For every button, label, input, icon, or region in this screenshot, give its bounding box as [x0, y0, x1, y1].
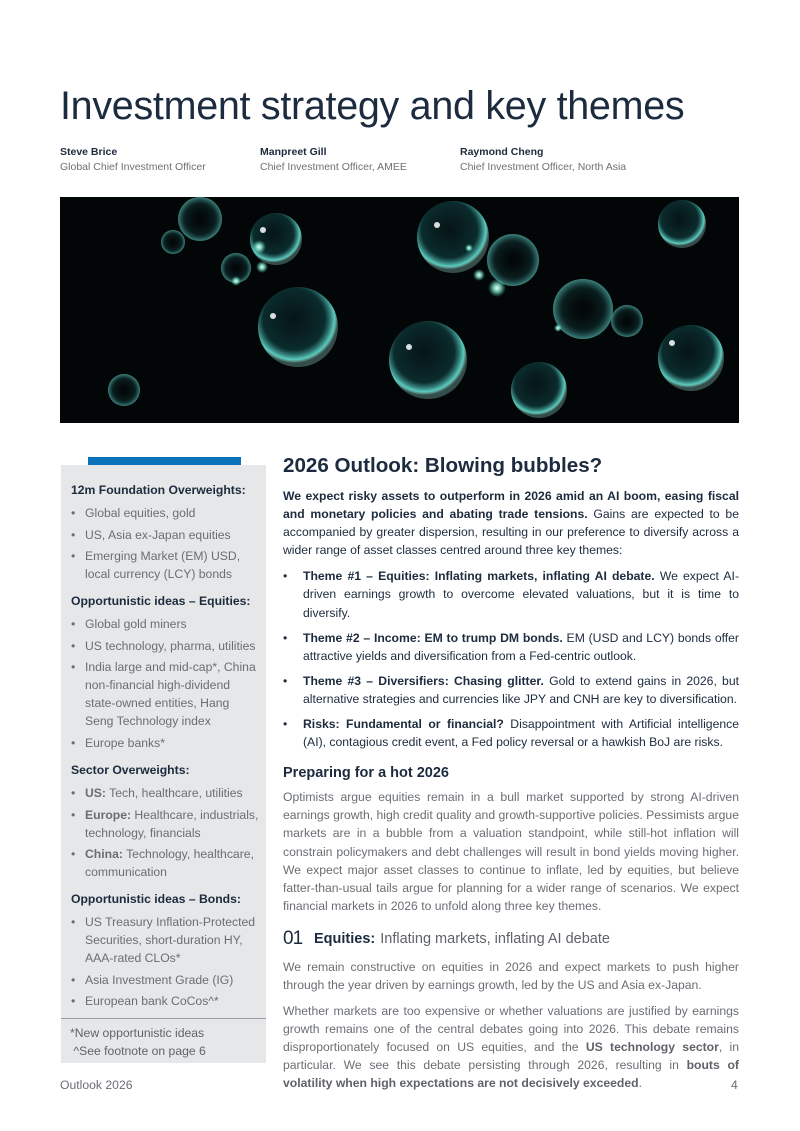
list-item: • US Treasury Inflation-Protected Securities, short-duration HY, AAA-rated CLOs* — [71, 913, 260, 967]
sidebar-heading: Opportunistic ideas – Bonds: — [71, 892, 241, 907]
region-label: Europe: — [85, 807, 132, 822]
theme-title: Theme #3 – Diversifiers: Chasing glitter. — [303, 673, 544, 688]
subheading: Preparing for a hot 2026 — [283, 765, 449, 782]
theme-item — [283, 715, 739, 751]
theme-title: Theme #2 – Income: EM to trump DM bonds. — [303, 630, 563, 645]
list-item: • Global equities, gold — [71, 504, 260, 522]
list-item: • Emerging Market (EM) USD, local currency (LCY) bonds — [71, 547, 260, 583]
theme-text: Disappointment with Artificial intelligence (AI), contagious credit event, a Fed policy reversal or a hawkish BoJ are risks. — [303, 717, 739, 750]
region-sectors: Tech, healthcare, utilities — [106, 785, 243, 800]
theme-text: We expect AI-driven earnings growth to overcome elevated valuations, but it is time to diversify. — [303, 569, 739, 620]
theme-item — [283, 672, 739, 708]
lead-paragraph — [283, 487, 739, 559]
author-name: Raymond Cheng — [460, 146, 544, 158]
author-manpreet-gill — [260, 145, 450, 174]
overweights-sidebar — [61, 465, 266, 1063]
list-item: • India large and mid-cap*, China non-financial high-dividend state-owned entities, Hang Seng Technology index — [71, 658, 260, 730]
list-item: • US technology, pharma, utilities — [71, 637, 260, 655]
sidebar-footnotes — [61, 1019, 266, 1060]
list-item: • Europe banks* — [71, 734, 260, 752]
author-steve-brice — [60, 145, 250, 174]
theme1-paragraph-1: We remain constructive on equities in 2026 and expect markets to push higher through the year driven by earnings growth, led by the US and Asia ex-Japan. — [283, 959, 739, 992]
theme-subtitle: Inflating markets, inflating AI debate — [380, 930, 610, 947]
region-label: US: — [85, 785, 106, 800]
theme-text: EM (USD and LCY) bonds offer attractive yields and diversification from a Fed-centric outlook. — [303, 630, 739, 663]
main-column — [283, 452, 739, 1093]
preparing-paragraph: Optimists argue equities remain in a bull market supported by strong AI-driven earnings growth, high credit quality and growth-supportive policies. Pessimists argue markets are in a bubble from a valuation standpoint, while still-hot inflation will constrain policymakers and debt challenges will result in bond yields moving higher. We expect major asset classes to continue to inflate, led by equities, but believe fatter-than-usual tails argue for planning for a wider range of scenarios. We expect financial markets in 2026 to unfold along three key themes. — [283, 790, 739, 913]
sector-overweights — [61, 762, 266, 881]
list-item: • Asia Investment Grade (IG) — [71, 971, 260, 989]
list-item — [71, 845, 260, 881]
text-run: . — [638, 1076, 642, 1091]
emphasis: bouts of volatility when high expectations are not decisively exceeded — [283, 1058, 739, 1091]
author-name: Steve Brice — [60, 146, 118, 158]
author-role: Chief Investment Officer, North Asia — [460, 161, 627, 173]
opportunistic-bonds — [61, 891, 266, 1010]
page-title: Investment strategy and key themes — [60, 84, 685, 128]
theme-label: Equities: — [314, 930, 376, 947]
theme-number: 01 — [283, 927, 303, 949]
page-number: 4 — [731, 1078, 738, 1092]
footer-publication: Outlook 2026 — [60, 1078, 133, 1092]
lead-rest: Gains are expected to be accompanied by greater dispersion, resulting in our preference to diversify across a wider range of asset classes centred around three key themes: — [283, 507, 739, 558]
author-role: Global Chief Investment Officer — [60, 161, 206, 173]
sidebar-heading: 12m Foundation Overweights: — [71, 483, 246, 497]
lead-bold: We expect risky assets to outperform in 2026 amid an AI boom, easing fiscal and monetary policies and abating trade tensions. — [283, 489, 739, 522]
list-item — [71, 784, 260, 802]
emphasis: US technology sector — [585, 1040, 719, 1055]
theme1-header — [283, 928, 739, 950]
sidebar-accent-bar — [88, 457, 241, 465]
region-label: China: — [85, 847, 123, 862]
section-heading: 2026 Outlook: Blowing bubbles? — [283, 454, 603, 477]
region-sectors: Technology, healthcare, communication — [85, 847, 254, 880]
theme-item — [283, 629, 739, 665]
region-sectors: Healthcare, industrials, technology, financials — [85, 807, 259, 840]
theme-title: Theme #1 – Equities: Inflating markets, inflating AI debate. — [303, 569, 655, 584]
opportunistic-equities — [61, 593, 266, 752]
list-item: • European bank CoCos^* — [71, 992, 260, 1010]
footnote-new-ideas: *New opportunistic ideas — [70, 1026, 205, 1041]
key-themes-list — [283, 567, 739, 751]
author-role: Chief Investment Officer, AMEE — [260, 161, 407, 173]
sidebar-heading: Sector Overweights: — [71, 762, 190, 777]
author-raymond-cheng — [460, 145, 700, 174]
sidebar-heading: Opportunistic ideas – Equities: — [71, 594, 251, 609]
footnote-see-page: ^See footnote on page 6 — [70, 1044, 206, 1059]
theme1-paragraph-2 — [283, 1002, 739, 1092]
bubbles-hero-image — [60, 197, 739, 423]
theme-text: Gold to extend gains in 2026, but alternative strategies and currencies like JPY and CNH are key to diversification. — [303, 673, 740, 706]
author-name: Manpreet Gill — [260, 146, 327, 158]
list-item: • US, Asia ex-Japan equities — [71, 526, 260, 544]
list-item: • Global gold miners — [71, 615, 260, 633]
theme-title: Risks: Fundamental or financial? — [303, 717, 504, 732]
text-run: , in particular. We see this debate persisting through 2026, resulting in — [283, 1040, 740, 1073]
text-run: Whether markets are too expensive or whether valuations are justified by earnings growth remains one of the central debates going into 2026. This debate remains disproportionately focused on US equities, and the — [283, 1004, 739, 1055]
list-item — [71, 806, 260, 842]
theme-item — [283, 567, 739, 621]
foundation-overweights — [61, 482, 266, 583]
